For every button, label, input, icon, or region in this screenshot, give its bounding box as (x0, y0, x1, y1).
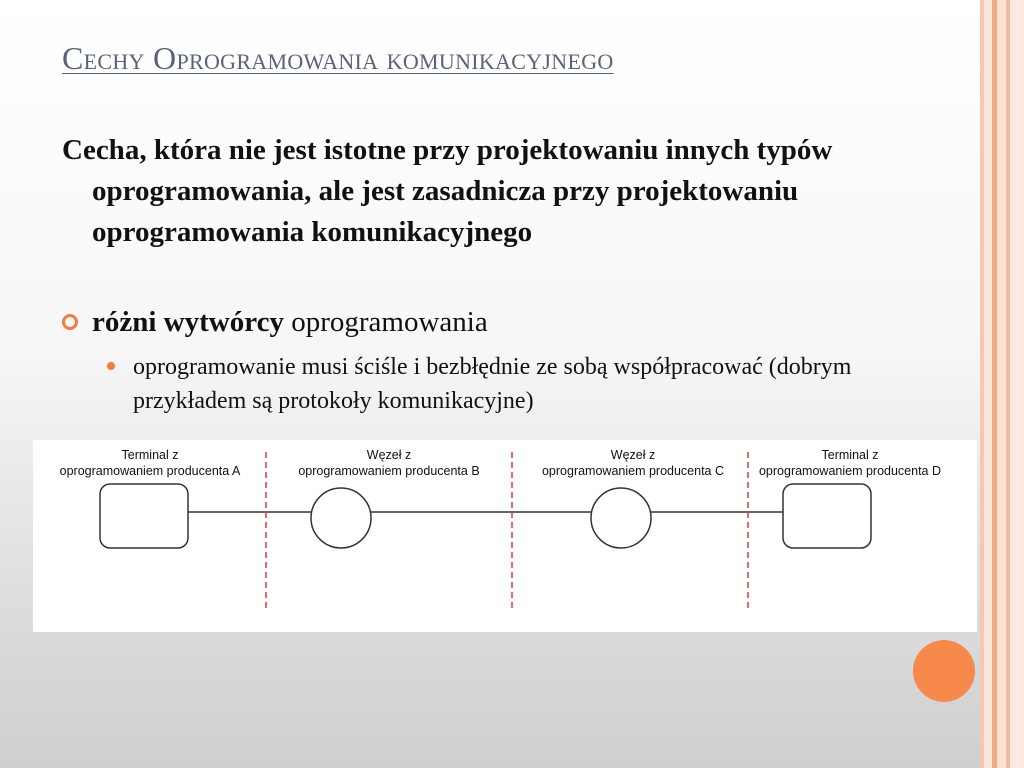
network-diagram (33, 440, 977, 632)
bullet-level-1 (62, 304, 972, 340)
label-line: Węzeł z (366, 448, 412, 462)
label-line: oprogramowaniem producenta D (758, 464, 942, 478)
bullet-level-2 (107, 350, 853, 418)
node-b-circle (311, 488, 371, 548)
label-line: oprogramowaniem producenta B (298, 464, 480, 478)
terminal-a-box (100, 484, 188, 548)
ring-bullet-icon (62, 314, 78, 330)
dot-bullet-icon (107, 362, 115, 370)
label-line: oprogramowaniem producenta A (59, 464, 241, 478)
lead-paragraph: Cecha, która nie jest istotne przy projektowaniu innych typów oprogramowania, ale jest zasadnicza przy projektowaniu oprogramowania komunikacyjnego (62, 134, 833, 248)
decorative-orange-circle (913, 640, 975, 702)
label-line: oprogramowaniem producenta C (541, 464, 725, 478)
label-terminal-d (730, 447, 970, 479)
label-line: Terminal z (821, 448, 879, 462)
bullet2-text: oprogramowanie musi ściśle i bezbłędnie ze sobą współpracować (dobrym przykładem są protokoły komunikacyjne) (133, 354, 852, 414)
terminal-d-box (783, 484, 871, 548)
label-node-b (269, 447, 509, 479)
node-c-circle (591, 488, 651, 548)
decorative-stripes (980, 0, 1024, 768)
label-terminal-a (30, 447, 270, 479)
label-line: Węzeł z (610, 448, 656, 462)
bullet1-bold: różni wytwórcy (92, 306, 284, 338)
label-node-c (513, 447, 753, 479)
label-line: Terminal z (121, 448, 179, 462)
bullet1-rest: oprogramowania (283, 306, 488, 338)
slide-title: Cechy Oprogramowania komunikacyjnego (62, 40, 614, 76)
